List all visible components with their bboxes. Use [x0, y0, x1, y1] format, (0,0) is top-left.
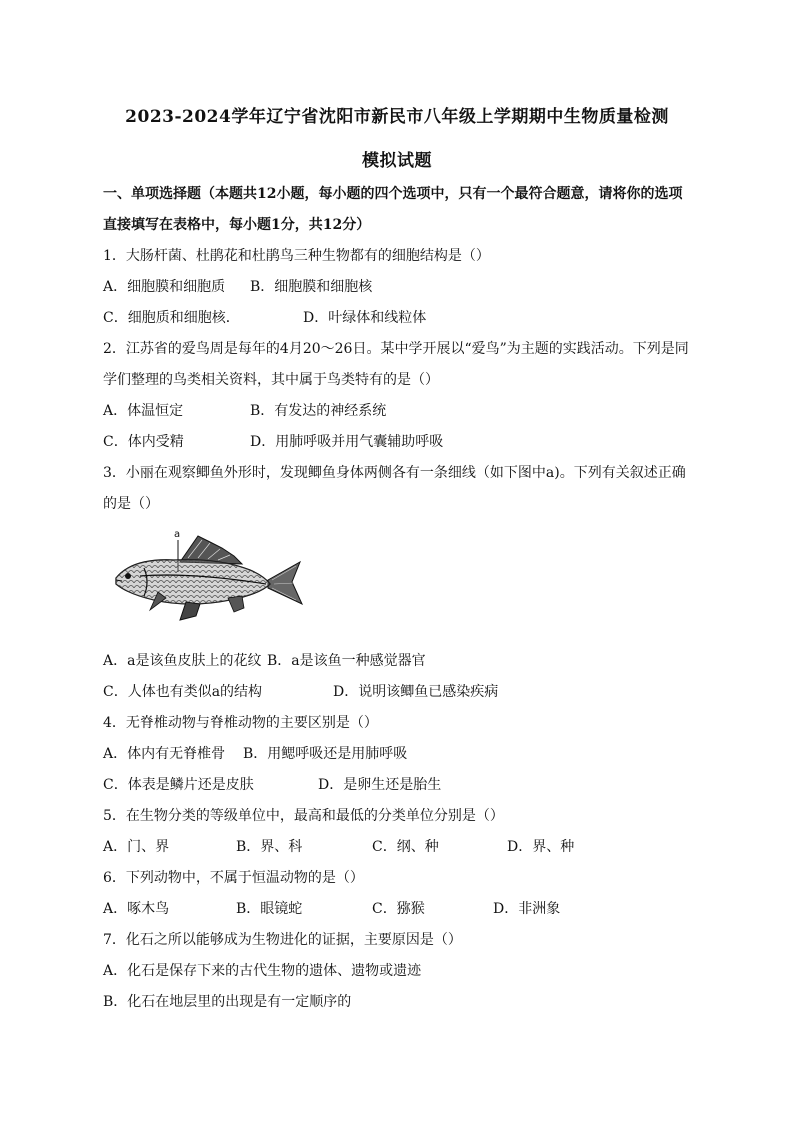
q3-option-b: B．a是该鱼一种感觉器官	[267, 653, 426, 669]
figure-label-a: a	[174, 529, 181, 540]
question-2-stem: 2．江苏省的爱鸟周是每年的4月20～26日。某中学开展以“爱鸟”为主题的实践活动。下列是同	[103, 341, 689, 357]
section-header-cont: 直接填写在表格中，每小题1分，共12分）	[103, 217, 371, 233]
q2-option-a: A．体温恒定	[103, 403, 184, 419]
q7-option-a: A．化石是保存下来的古代生物的遗体、遗物或遗迹	[103, 963, 422, 979]
q5-option-b: B．界、科	[236, 839, 303, 855]
section-header: 一、单项选择题（本题共12小题，每小题的四个选项中，只有一个最符合题意，请将你的选项	[103, 186, 683, 202]
document-subtitle: 模拟试题	[362, 151, 432, 171]
q3-option-d: D．说明该鲫鱼已感染疾病	[333, 684, 499, 700]
question-5-stem: 5．在生物分类的等级单位中，最高和最低的分类单位分别是（）	[103, 808, 504, 824]
question-3-stem: 3．小丽在观察鲫鱼外形时，发现鲫鱼身体两侧各有一条细线（如下图中a)。下列有关叙述正确	[103, 465, 686, 481]
q4-option-b: B．用鳃呼吸还是用肺呼吸	[243, 746, 408, 762]
question-4-stem: 4．无脊椎动物与脊椎动物的主要区别是（）	[103, 715, 378, 731]
question-7-stem: 7．化石之所以能够成为生物进化的证据，主要原因是（）	[103, 932, 462, 948]
q5-option-a: A．门、界	[103, 839, 170, 855]
q1-option-b: B．细胞膜和细胞核	[250, 279, 373, 295]
q3-option-a: A．a是该鱼皮肤上的花纹	[103, 653, 262, 669]
q4-option-c: C．体表是鳞片还是皮肤	[103, 777, 254, 793]
q2-option-b: B．有发达的神经系统	[250, 403, 387, 419]
q4-option-a: A．体内有无脊椎骨	[103, 746, 226, 762]
q6-option-b: B．眼镜蛇	[236, 901, 303, 917]
document-title: 2023-2024学年辽宁省沈阳市新民市八年级上学期期中生物质量检测	[125, 107, 669, 127]
q1-option-d: D．叶绿体和线粒体	[303, 310, 427, 326]
q6-option-c: C．猕猴	[372, 901, 425, 917]
q5-option-c: C．纲、种	[372, 839, 439, 855]
question-6-stem: 6．下列动物中，不属于恒温动物的是（）	[103, 870, 364, 886]
question-2-stem-cont: 学们整理的鸟类相关资料，其中属于鸟类特有的是（）	[103, 372, 439, 388]
q2-option-d: D．用肺呼吸并用气囊辅助呼吸	[250, 434, 444, 450]
question-1-stem: 1．大肠杆菌、杜鹃花和杜鹃鸟三种生物都有的细胞结构是（）	[103, 248, 490, 264]
q1-option-c: C．细胞质和细胞核．	[103, 310, 240, 326]
q3-option-c: C．人体也有类似a的结构	[103, 684, 263, 700]
q2-option-c: C．体内受精	[103, 434, 184, 450]
fish-illustration	[110, 528, 306, 628]
q4-option-d: D．是卵生还是胎生	[318, 777, 442, 793]
question-3-stem-cont: 的是（）	[103, 496, 159, 512]
q7-option-b: B．化石在地层里的出现是有一定顺序的	[103, 994, 352, 1010]
q6-option-d: D．非洲象	[493, 901, 561, 917]
q1-option-a: A．细胞膜和细胞质	[103, 279, 226, 295]
q5-option-d: D．界、种	[507, 839, 575, 855]
q6-option-a: A．啄木鸟	[103, 901, 170, 917]
crucian-carp-figure	[110, 528, 306, 628]
